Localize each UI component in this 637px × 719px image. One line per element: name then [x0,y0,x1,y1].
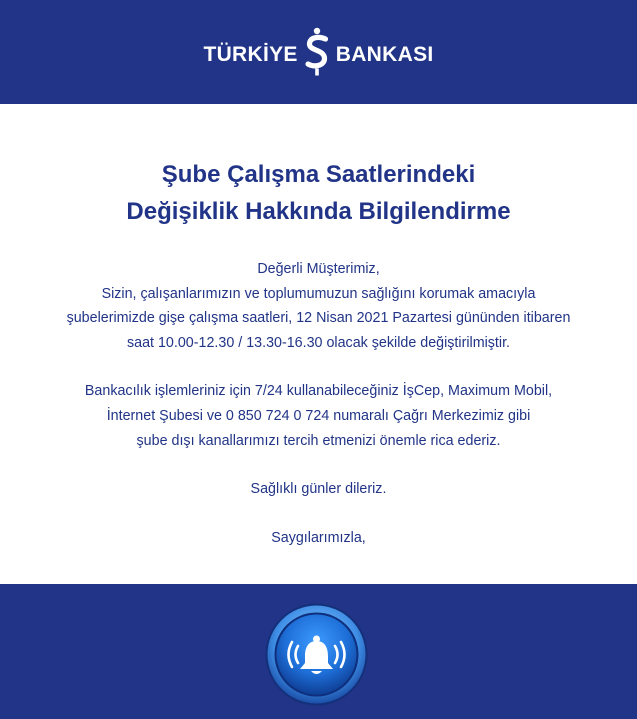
paragraph-2-line-1: Bankacılık işlemleriniz için 7/24 kullanabileceğiniz İşCep, Maximum Mobil, [84,383,553,400]
is-bankasi-logo-icon [304,27,330,83]
spacer [0,355,637,379]
brand-right-word: BANKASI [335,43,434,66]
notification-bell-icon [264,602,369,707]
closing-line: Saygılarımızla, [271,529,366,546]
paragraph-2-line-3: şube dışı kanallarımızı tercih etmenizi önemle rica ederiz. [136,432,501,449]
bank-logo[interactable] [203,27,433,83]
title-line-1: Şube Çalışma Saatlerindeki [161,161,476,188]
spacer [0,502,637,526]
paragraph-2-line-2: İnternet Şubesi ve 0 850 724 0 724 numaralı Çağrı Merkezimiz gibi [106,407,531,424]
paragraph-1-line-2: şubelerimizde gişe çalışma saatleri, 12 Nisan 2021 Pazartesi gününden itibaren [66,310,571,327]
paragraph-1-line-1: Sizin, çalışanlarımızın ve toplumumuzun sağlığını korumak amacıyla [101,285,536,302]
title-line-2: Değişiklik Hakkında Bilgilendirme [126,198,511,225]
brand-left-word: TÜRKİYE [203,43,298,66]
greeting: Değerli Müşterimiz, [257,261,380,277]
footer-banner [0,584,637,719]
message-body [0,257,637,550]
message-content [0,104,637,584]
page-title [0,156,637,230]
spacer [0,453,637,477]
wish-line: Sağlıklı günler dileriz. [250,481,387,498]
paragraph-1-line-3: saat 10.00-12.30 / 13.30-16.30 olacak şekilde değiştirilmiştir. [126,334,511,351]
header-banner [0,0,637,104]
